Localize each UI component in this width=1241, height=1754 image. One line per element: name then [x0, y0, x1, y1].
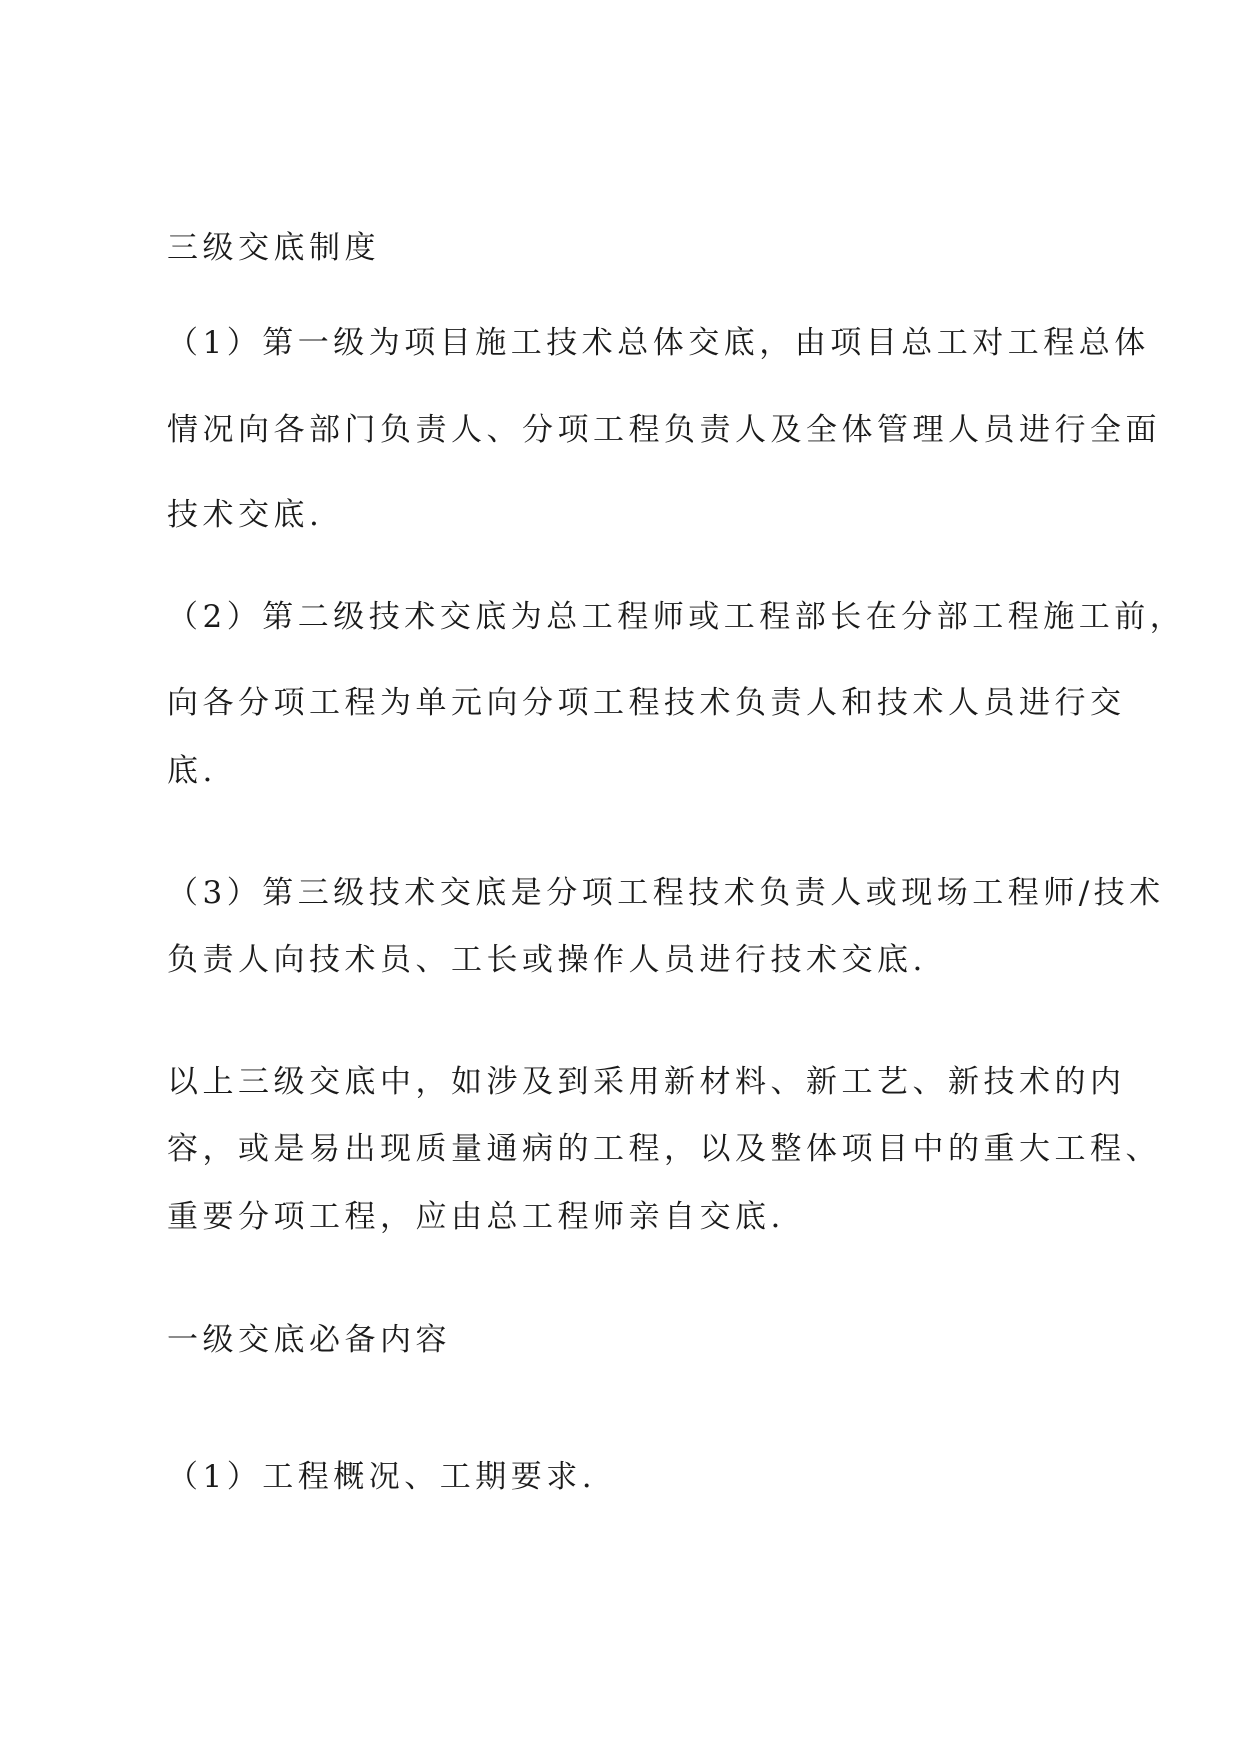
item-2-line-3: 底.: [167, 753, 217, 789]
item-1-line-2: 情况向各部门负责人、分项工程负责人及全体管理人员进行全面: [167, 412, 1161, 448]
item-3-line-2: 负责人向技术员、工长或操作人员进行技术交底.: [167, 942, 927, 978]
item-1-line-1: （1）第一级为项目施工技术总体交底，由项目总工对工程总体: [167, 325, 1150, 361]
section-heading-three-level-briefing: 三级交底制度: [167, 230, 380, 266]
item-3-line-1: （3）第三级技术交底是分项工程技术负责人或现场工程师/技术: [167, 875, 1165, 911]
paragraph-line-2: 容，或是易出现质量通病的工程，以及整体项目中的重大工程、: [167, 1131, 1161, 1167]
item-2-line-1: （2）第二级技术交底为总工程师或工程部长在分部工程施工前，: [167, 599, 1186, 635]
paragraph-line-3: 重要分项工程，应由总工程师亲自交底.: [167, 1199, 785, 1235]
paragraph-line-1: 以上三级交底中，如涉及到采用新材料、新工艺、新技术的内: [167, 1064, 1126, 1100]
item-2-line-2: 向各分项工程为单元向分项工程技术负责人和技术人员进行交: [167, 685, 1126, 721]
section-heading-first-level-content: 一级交底必备内容: [167, 1322, 451, 1358]
item-4-line-1: （1）工程概况、工期要求.: [167, 1459, 597, 1495]
item-1-line-3: 技术交底.: [167, 497, 324, 533]
